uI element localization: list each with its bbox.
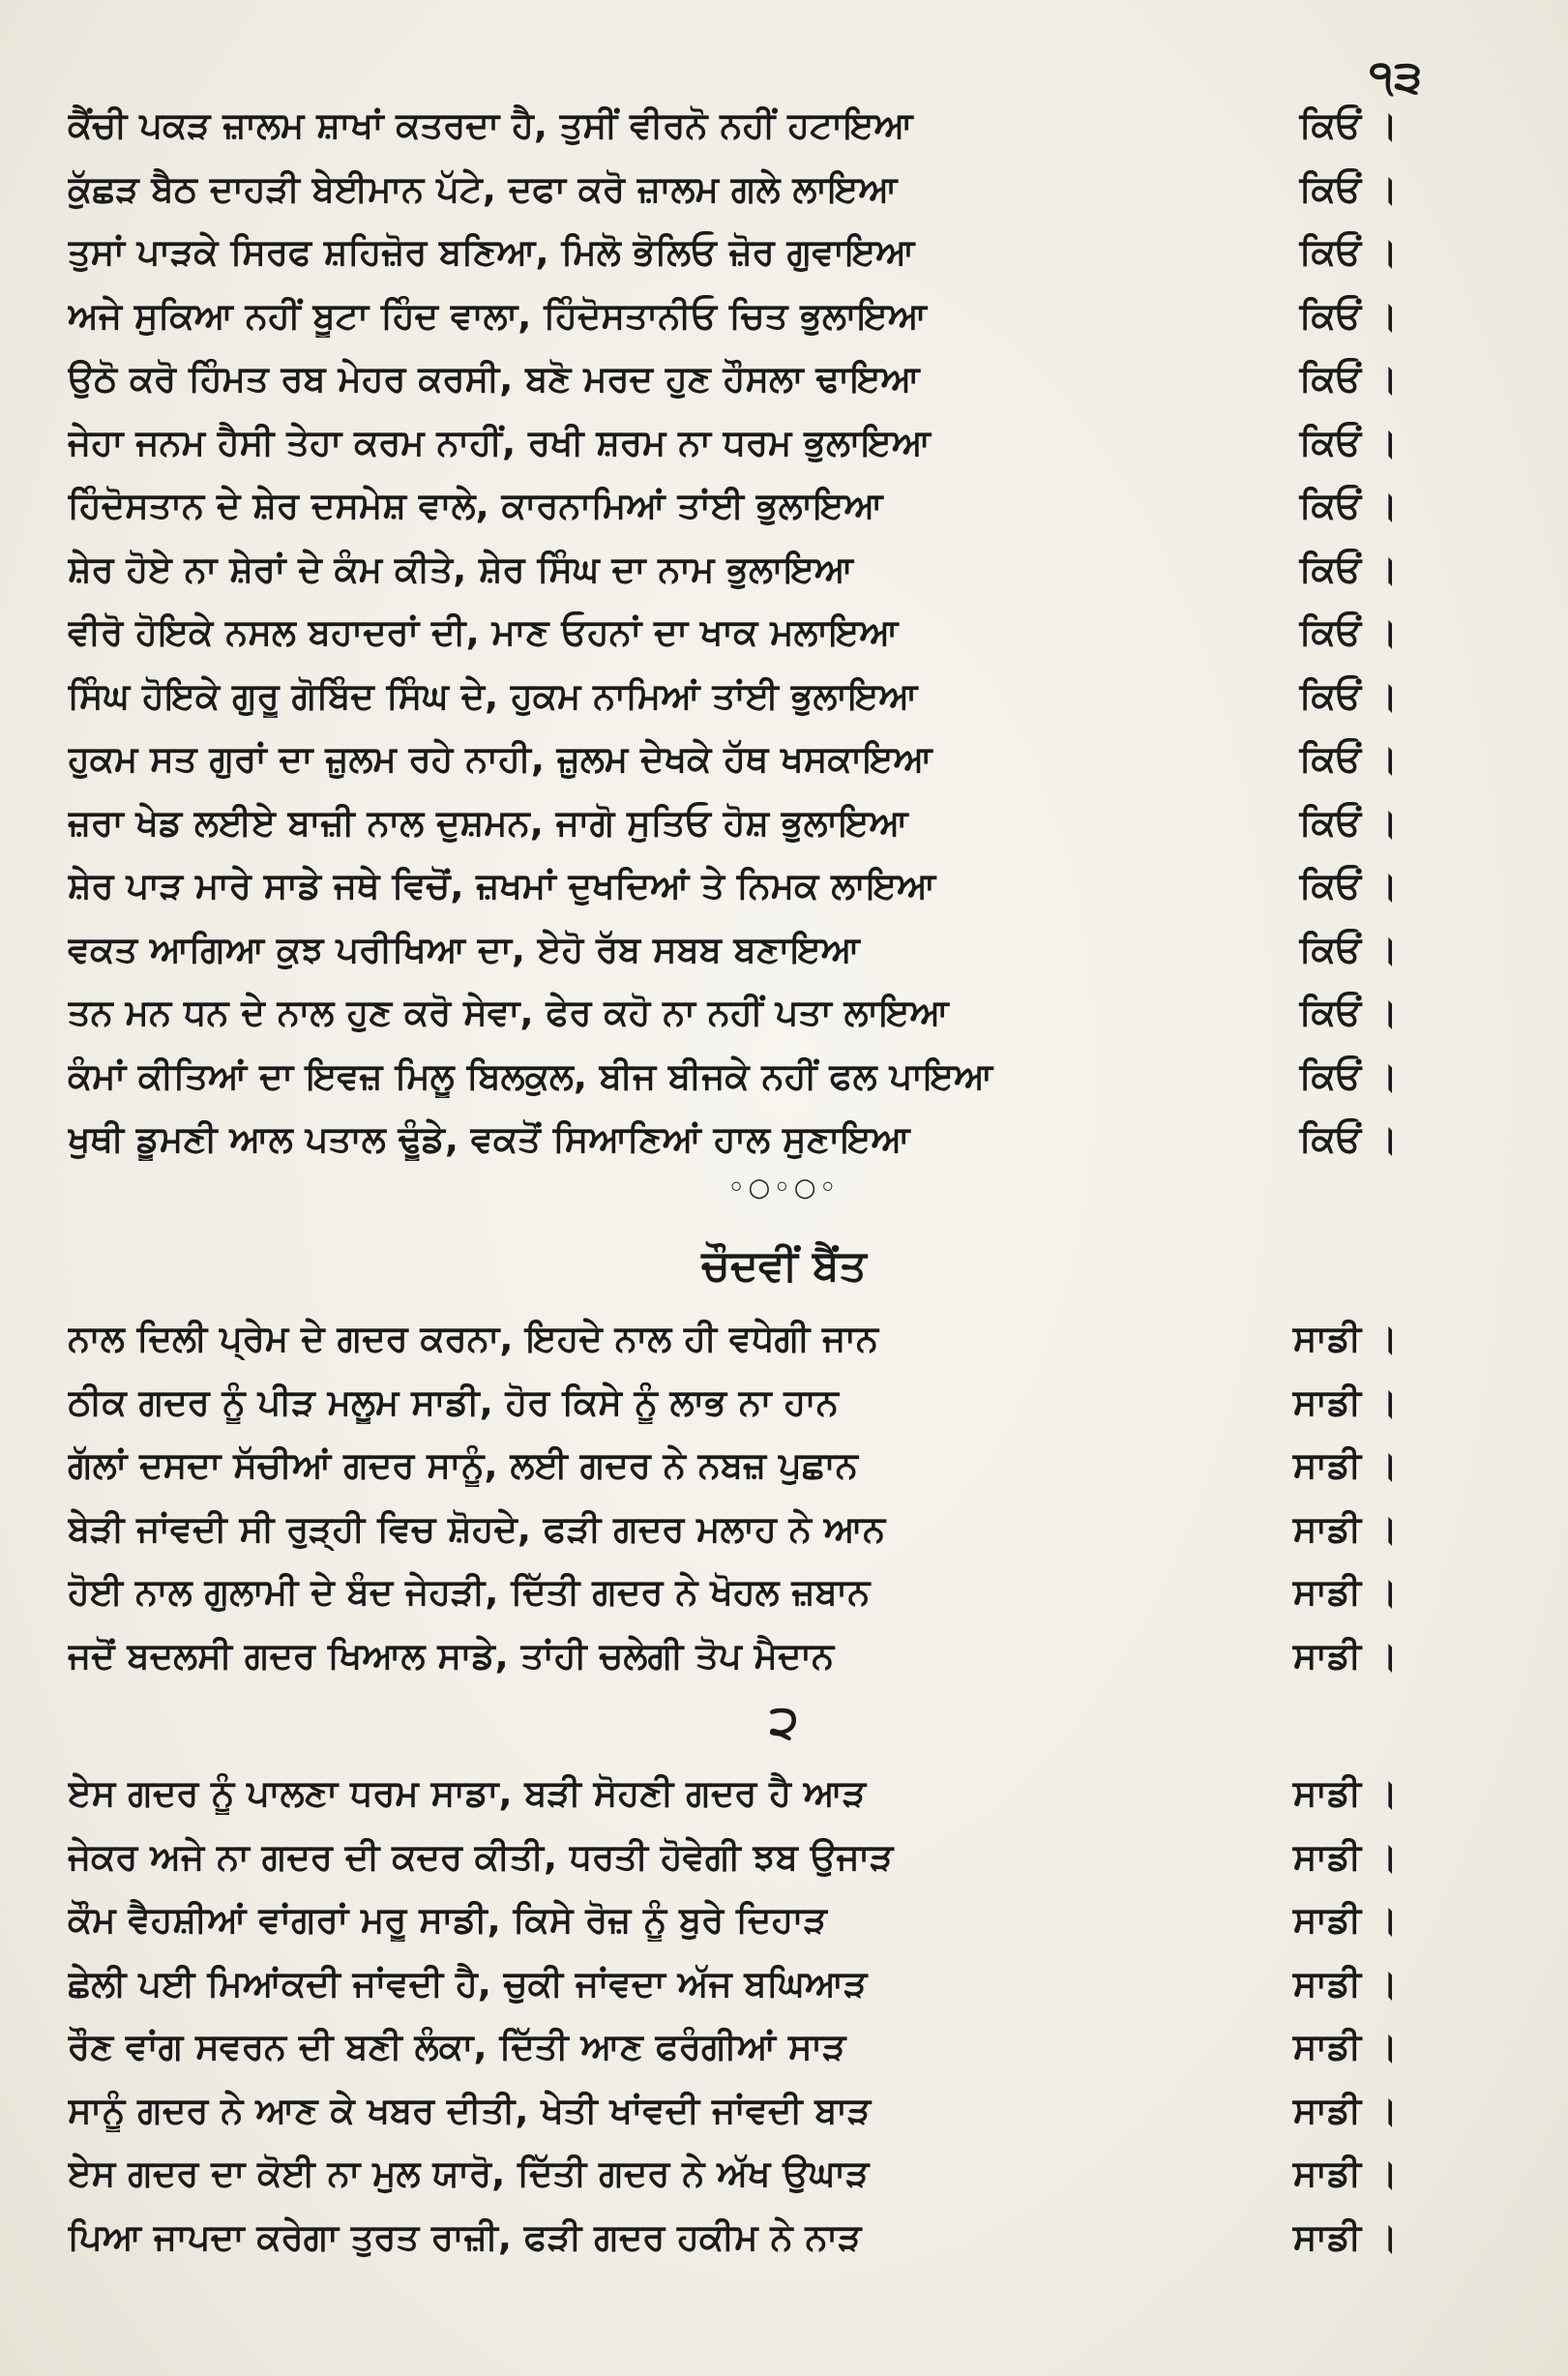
verse-refrain: ਸਾਡੀ । — [1292, 2215, 1398, 2258]
verse-line: ਕੰਮਾਂ ਕੀਤਿਆਂ ਦਾ ਇਵਜ਼ ਮਿਲੂ ਬਿਲਕੁਲ, ਬੀਜ ਬੀਜਕੇ ਨਹੀਂ ਫਲ ਪਾਇਆ ਕਿਓਂ । — [68, 1054, 1398, 1097]
verse-line: ਹਿੰਦੋਸਤਾਨ ਦੇ ਸ਼ੇਰ ਦਸਮੇਸ਼ ਵਾਲੇ, ਕਾਰਨਾਮਿਆਂ ਤਾਂਈ ਭੁਲਾਇਆ ਕਿਓਂ । — [68, 485, 1398, 526]
verse-line: ਉਠੋ ਕਰੋ ਹਿੰਮਤ ਰਬ ਮੇਹਰ ਕਰਸੀ, ਬਣੋ ਮਰਦ ਹੁਣ ਹੌਸਲਾ ਢਾਇਆ ਕਿਓਂ । — [68, 358, 1398, 400]
verse-line: ਹੋਈ ਨਾਲ ਗੁਲਾਮੀ ਦੇ ਬੰਦ ਜੇਹੜੀ, ਦਿੱਤੀ ਗਦਰ ਨੇ ਖੋਹਲ ਜ਼ਬਾਨ ਸਾਡੀ । — [68, 1571, 1398, 1613]
verse-refrain: ਸਾਡੀ । — [1292, 1634, 1398, 1677]
poem-section-1 — [68, 104, 1398, 1182]
verse-refrain: ਸਾਡੀ । — [1292, 1507, 1398, 1550]
verse-line: ਕੁੱਛੜ ਬੈਠ ਦਾਹੜੀ ਬੇਈਮਾਨ ਪੱਟੇ, ਦਫਾ ਕਰੋ ਜ਼ਾਲਮ ਗਲੇ ਲਾਇਆ ਕਿਓਂ । — [68, 167, 1398, 210]
verse-refrain: ਸਾਡੀ । — [1292, 2153, 1398, 2194]
verse-refrain: ਕਿਓਂ । — [1299, 1054, 1398, 1097]
verse-refrain: ਕਿਓਂ । — [1299, 674, 1398, 717]
verse-refrain: ਕਿਓਂ । — [1299, 865, 1398, 906]
verse-line: ਕੌਮ ਵੈਹਸ਼ੀਆਂ ਵਾਂਗਰਾਂ ਮਰੂ ਸਾਡੀ, ਕਿਸੇ ਰੋਜ਼ ਨੂੰ ਬੁਰੇ ਦਿਹਾੜ ਸਾਡੀ । — [68, 1899, 1398, 1941]
verse-refrain: ਕਿਓਂ । — [1299, 358, 1398, 400]
ornamental-divider: ◦○◦○◦ — [727, 1173, 841, 1203]
verse-line: ਜ਼ਰਾ ਖੇਡ ਲਈਏ ਬਾਜ਼ੀ ਨਾਲ ਦੁਸ਼ਮਨ, ਜਾਗੋ ਸੁਤਿਓ ਹੋਸ਼ ਭੁਲਾਇਆ ਕਿਓਂ । — [68, 801, 1398, 844]
verse-refrain: ਸਾਡੀ । — [1292, 1318, 1398, 1359]
verse-refrain: ਸਾਡੀ । — [1292, 1962, 1398, 2005]
verse-refrain: ਸਾਡੀ । — [1292, 1899, 1398, 1941]
verse-line: ਸਿੰਘ ਹੋਇਕੇ ਗੁਰੂ ਗੋਬਿੰਦ ਸਿੰਘ ਦੇ, ਹੁਕਮ ਨਾਮਿਆਂ ਤਾਂਈ ਭੁਲਾਇਆ ਕਿਓਂ । — [68, 674, 1398, 717]
verse-refrain: ਕਿਓਂ । — [1299, 421, 1398, 463]
verse-line: ਰੌਣ ਵਾਂਗ ਸਵਰਨ ਦੀ ਬਣੀ ਲੰਕਾ, ਦਿੱਤੀ ਆਣ ਫਰੰਗੀਆਂ ਸਾੜ ਸਾਡੀ । — [68, 2026, 1398, 2067]
stanza-number: ੨ — [769, 1695, 799, 1749]
verse-line: ਵਕਤ ਆਗਿਆ ਕੁਝ ਪਰੀਖਿਆ ਦਾ, ਏਹੋ ਰੱਬ ਸਬਬ ਬਣਾਇਆ ਕਿਓਂ । — [68, 928, 1398, 970]
verse-refrain: ਕਿਓਂ । — [1299, 548, 1398, 590]
verse-line: ਤਨ ਮਨ ਧਨ ਦੇ ਨਾਲ ਹੁਣ ਕਰੋ ਸੇਵਾ, ਫੇਰ ਕਹੋ ਨਾ ਨਹੀਂ ਪਤਾ ਲਾਇਆ ਕਿਓਂ । — [68, 992, 1398, 1033]
verse-line: ਛੇਲੀ ਪਈ ਮਿਆਂਕਦੀ ਜਾਂਵਦੀ ਹੈ, ਚੁਕੀ ਜਾਂਵਦਾ ਅੱਜ ਬਘਿਆੜ ਸਾਡੀ । — [68, 1962, 1398, 2005]
verse-refrain: ਕਿਓਂ । — [1299, 611, 1398, 653]
verse-line: ਕੈਂਚੀ ਪਕੜ ਜ਼ਾਲਮ ਸ਼ਾਖਾਂ ਕਤਰਦਾ ਹੈ, ਤੁਸੀਂ ਵੀਰਨੋ ਨਹੀਂ ਹਟਾਇਆ ਕਿਓਂ । — [68, 104, 1398, 146]
verse-line: ਸਾਨੂੰ ਗਦਰ ਨੇ ਆਣ ਕੇ ਖਬਰ ਦੀਤੀ, ਖੇਤੀ ਖਾਂਵਦੀ ਜਾਂਵਦੀ ਬਾੜ ਸਾਡੀ । — [68, 2089, 1398, 2131]
poem-section-3 — [68, 1772, 1398, 2279]
verse-line: ਜਦੋਂ ਬਦਲਸੀ ਗਦਰ ਖਿਆਲ ਸਾਡੇ, ਤਾਂਹੀ ਚਲੇਗੀ ਤੋਪ ਮੈਦਾਨ ਸਾਡੀ । — [68, 1634, 1398, 1677]
verse-refrain: ਕਿਓਂ । — [1299, 738, 1398, 780]
page-number: ੧੩ — [1369, 50, 1423, 103]
verse-refrain: ਸਾਡੀ । — [1292, 1835, 1398, 1878]
verse-line: ਏਸ ਗਦਰ ਨੂੰ ਪਾਲਣਾ ਧਰਮ ਸਾਡਾ, ਬੜੀ ਸੋਹਣੀ ਗਦਰ ਹੈ ਆੜ ਸਾਡੀ । — [68, 1772, 1398, 1814]
verse-refrain: ਸਾਡੀ । — [1292, 1571, 1398, 1613]
verse-refrain: ਕਿਓਂ । — [1299, 167, 1398, 210]
verse-refrain: ਸਾਡੀ । — [1292, 1444, 1398, 1486]
verse-line: ਠੀਕ ਗਦਰ ਨੂੰ ਪੀੜ ਮਲੂਮ ਸਾਡੀ, ਹੋਰ ਕਿਸੇ ਨੂੰ ਲਾਭ ਨਾ ਹਾਨ ਸਾਡੀ । — [68, 1381, 1398, 1423]
verse-line: ਏਸ ਗਦਰ ਦਾ ਕੋਈ ਨਾ ਮੁਲ ਯਾਰੋ, ਦਿੱਤੀ ਗਦਰ ਨੇ ਅੱਖ ਉਘਾੜ ਸਾਡੀ । — [68, 2153, 1398, 2194]
verse-line: ਸ਼ੇਰ ਪਾੜ ਮਾਰੇ ਸਾਡੇ ਜਥੇ ਵਿਚੋਂ, ਜ਼ਖਮਾਂ ਦੁਖਦਿਆਂ ਤੇ ਨਿਮਕ ਲਾਇਆ ਕਿਓਂ । — [68, 865, 1398, 906]
verse-refrain: ਕਿਓਂ । — [1299, 294, 1398, 337]
verse-line: ਖੁਥੀ ਡੂਮਣੀ ਆਲ ਪਤਾਲ ਢੂੰਡੇ, ਵਕਤੋਂ ਸਿਆਣਿਆਂ ਹਾਲ ਸੁਣਾਇਆ ਕਿਓਂ । — [68, 1118, 1398, 1160]
verse-line: ਸ਼ੇਰ ਹੋਏ ਨਾ ਸ਼ੇਰਾਂ ਦੇ ਕੰਮ ਕੀਤੇ, ਸ਼ੇਰ ਸਿੰਘ ਦਾ ਨਾਮ ਭੁਲਾਇਆ ਕਿਓਂ । — [68, 548, 1398, 590]
verse-line: ਜੇਕਰ ਅਜੇ ਨਾ ਗਦਰ ਦੀ ਕਦਰ ਕੀਤੀ, ਧਰਤੀ ਹੋਵੇਗੀ ਝਬ ਉਜਾੜ ਸਾਡੀ । — [68, 1835, 1398, 1878]
verse-refrain: ਕਿਓਂ । — [1299, 928, 1398, 970]
verse-line: ਪਿਆ ਜਾਪਦਾ ਕਰੇਗਾ ਤੁਰਤ ਰਾਜ਼ੀ, ਫੜੀ ਗਦਰ ਹਕੀਮ ਨੇ ਨਾੜ ਸਾਡੀ । — [68, 2215, 1398, 2258]
verse-line: ਹੁਕਮ ਸਤ ਗੁਰਾਂ ਦਾ ਜ਼ੁਲਮ ਰਹੇ ਨਾਹੀ, ਜ਼ੁਲਮ ਦੇਖਕੇ ਹੱਥ ਖਸਕਾਇਆ ਕਿਓਂ । — [68, 738, 1398, 780]
verse-line: ਬੇੜੀ ਜਾਂਵਦੀ ਸੀ ਰੁੜ੍ਹੀ ਵਿਚ ਸ਼ੋਹਦੇ, ਫੜੀ ਗਦਰ ਮਲਾਹ ਨੇ ਆਨ ਸਾਡੀ । — [68, 1507, 1398, 1550]
verse-line: ਨਾਲ ਦਿਲੀ ਪ੍ਰੇਮ ਦੇ ਗਦਰ ਕਰਨਾ, ਇਹਦੇ ਨਾਲ ਹੀ ਵਧੇਗੀ ਜਾਨ ਸਾਡੀ । — [68, 1318, 1398, 1359]
verse-line: ਗੱਲਾਂ ਦਸਦਾ ਸੱਚੀਆਂ ਗਦਰ ਸਾਨੂੰ, ਲਈ ਗਦਰ ਨੇ ਨਬਜ਼ ਪੁਛਾਨ ਸਾਡੀ । — [68, 1444, 1398, 1486]
verse-refrain: ਕਿਓਂ । — [1299, 231, 1398, 273]
poem-section-2 — [68, 1318, 1398, 1698]
verse-refrain: ਸਾਡੀ । — [1292, 1381, 1398, 1423]
verse-refrain: ਕਿਓਂ । — [1299, 992, 1398, 1033]
verse-line: ਅਜੇ ਸੁਕਿਆ ਨਹੀਂ ਬੂਟਾ ਹਿੰਦ ਵਾਲਾ, ਹਿੰਦੋਸਤਾਨੀਓ ਚਿਤ ਭੁਲਾਇਆ ਕਿਓਂ । — [68, 294, 1398, 337]
verse-refrain: ਸਾਡੀ । — [1292, 2089, 1398, 2131]
verse-refrain: ਕਿਓਂ । — [1299, 485, 1398, 526]
verse-line: ਤੁਸਾਂ ਪਾੜਕੇ ਸਿਰਫ ਸ਼ਹਿਜ਼ੋਰ ਬਣਿਆ, ਮਿਲੋ ਭੋਲਿਓ ਜ਼ੋਰ ਗੁਵਾਇਆ ਕਿਓਂ । — [68, 231, 1398, 273]
verse-refrain: ਸਾਡੀ । — [1292, 1772, 1398, 1814]
verse-line: ਜੇਹਾ ਜਨਮ ਹੈਸੀ ਤੇਹਾ ਕਰਮ ਨਾਹੀਂ, ਰਖੀ ਸ਼ਰਮ ਨਾ ਧਰਮ ਭੁਲਾਇਆ ਕਿਓਂ । — [68, 421, 1398, 463]
verse-line: ਵੀਰੋ ਹੋਇਕੇ ਨਸਲ ਬਹਾਦਰਾਂ ਦੀ, ਮਾਣ ਓਹਨਾਂ ਦਾ ਖਾਕ ਮਲਾਇਆ ਕਿਓਂ । — [68, 611, 1398, 653]
verse-refrain: ਕਿਓਂ । — [1299, 801, 1398, 844]
verse-refrain: ਸਾਡੀ । — [1292, 2026, 1398, 2067]
verse-refrain: ਕਿਓਂ । — [1299, 104, 1398, 146]
verse-refrain: ਕਿਓਂ । — [1299, 1118, 1398, 1160]
section-heading: ਚੌਦਵੀਂ ਬੈਂਤ — [701, 1241, 867, 1291]
